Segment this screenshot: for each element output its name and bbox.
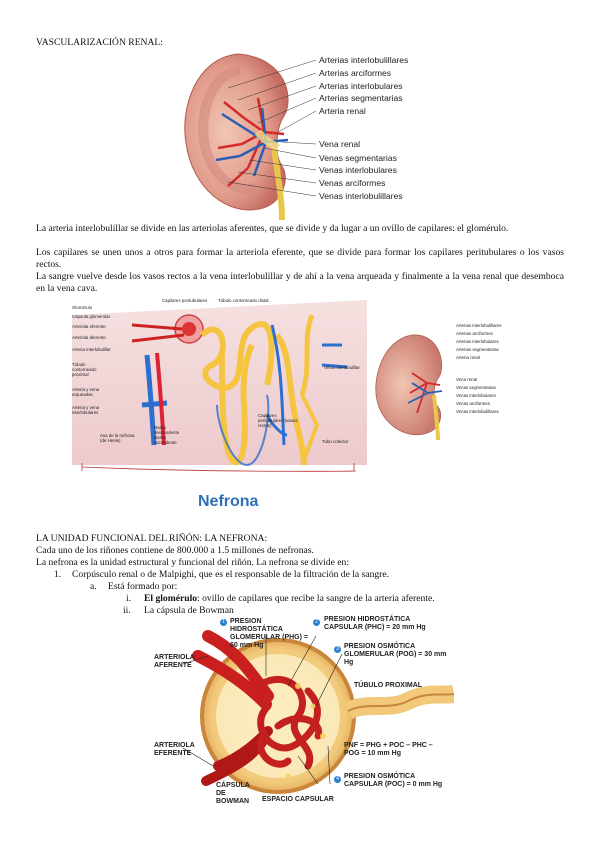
label-venas-arciformes: Venas arciformes bbox=[319, 178, 386, 188]
label2-venas-interlobulillares: Venas interlobulillares bbox=[456, 409, 499, 414]
label2-arterias-arciformes: Arterias arciformes bbox=[456, 331, 493, 336]
glomerulo-bold: El glomérulo bbox=[144, 593, 198, 604]
label2-arterias-interlobulillares: Arterias interlobulillares bbox=[456, 323, 502, 328]
marker-3-icon: 3 bbox=[334, 646, 341, 653]
marker-2-icon: 2 bbox=[313, 619, 320, 626]
label-vena-interlobulillar: Vena interlobulillar bbox=[324, 365, 360, 370]
list-item-formado-por: Está formado por: bbox=[108, 581, 178, 592]
list-item-glomerulo bbox=[144, 593, 435, 605]
list-roman-ii: ii. bbox=[123, 605, 131, 616]
label-phg: PRESION HIDROSTÁTICA GLOMERULAR (PHG) = 60 mm Hg bbox=[230, 618, 308, 649]
glomerulus-figure bbox=[148, 616, 454, 808]
label-vena-renal: Vena renal bbox=[319, 139, 361, 149]
label2-arterias-interlobulares: Arterias interlobulares bbox=[456, 339, 499, 344]
label2-arteria-renal: Arteria renal bbox=[456, 355, 480, 360]
label-arterias-interlobulares: Arterias interlobulares bbox=[319, 81, 403, 91]
label2-venas-interlobulares: Venas interlobulares bbox=[456, 393, 496, 398]
label2-vena-renal: Vena renal bbox=[456, 377, 477, 382]
nephron-figure bbox=[72, 295, 528, 515]
list-number-1: 1. bbox=[54, 569, 62, 580]
label-arterias-interlobulillares: Arterias interlobulillares bbox=[319, 55, 409, 65]
label-asa-henle: Asa de la nefrona (de Henle) bbox=[100, 433, 135, 443]
label-espacio-capsular: ESPACIO CAPSULAR bbox=[262, 796, 334, 803]
label-glomerulo: Glomérulo bbox=[72, 305, 93, 310]
paragraph-arteria-interlobulillar: La arteria interlobulillar se divide en las arteriolas aferentes, que se divide y da lugar a un ovillo de capilares: el glomérulo. bbox=[36, 223, 509, 234]
list-item-capsula-bowman: La cápsula de Bowman bbox=[144, 605, 234, 616]
line-cantidad-nefronas: Cada uno de los riñones contiene de 800.000 a 1.5 millones de nefronas. bbox=[36, 545, 314, 556]
label-venas-segmentarias: Venas segmentarias bbox=[319, 153, 397, 163]
label-capsula-bowman-fig3: CÁPSULA DE BOWMAN bbox=[216, 782, 250, 805]
heading-vascularizacion: VASCULARIZACIÓN RENAL: bbox=[36, 37, 163, 48]
label-pnf: PNF = PHG + POC – PHC – POG = 10 mm Hg bbox=[344, 742, 433, 757]
list-item-corpusculo: Corpúsculo renal o de Malpighi, que es el responsable de la filtración de la sangre. bbox=[72, 569, 390, 580]
label-poc: PRESION OSMÓTICA CAPSULAR (POC) = 0 mm Hg bbox=[344, 773, 443, 788]
label-arteria-vena-arqueadas: Arteria y vena arqueadas bbox=[72, 387, 100, 397]
label-pog: PRESION OSMÓTICA GLOMERULAR (POG) = 30 mm Hg bbox=[344, 643, 447, 666]
paragraph-capilares: Los capilares se unen unos a otros para formar la arteriola eferente, que se divide para formar los capilares peritubulares o los vasos rectos. bbox=[36, 247, 564, 270]
label2-venas-arciformes: Venas arciformes bbox=[456, 401, 490, 406]
paragraph-retorno-sangre: La sangre vuelve desde los vasos rectos a la vena interlobulillar y de ahí a la vena arqueada y finalmente a la vena renal que desemboca en la vena cava. bbox=[36, 271, 564, 294]
list-letter-a: a. bbox=[90, 581, 97, 592]
label-capilares-peritubulares-top: Capilares peritubulares bbox=[162, 298, 208, 303]
label-vasos-rectos: Capilares peritubulares (vasos rectos) bbox=[258, 413, 298, 428]
label-arteriola-aferente: Arteriola aferente bbox=[72, 335, 106, 340]
kidney-vascular-figure bbox=[178, 48, 423, 220]
label2-arterias-segmentarias: Arterias segmentarias bbox=[456, 347, 499, 352]
label-capsula-glomerular: Cápsula glomerular bbox=[72, 314, 111, 319]
label-arteriola-eferente: Arteriola eferente bbox=[72, 324, 106, 329]
glomerulo-rest: : ovillo de capilares que recibe la sangre de la arteria aferente. bbox=[197, 593, 435, 604]
label-arteriola-eferente-fig3: ARTERIOLA EFERENTE bbox=[154, 742, 195, 757]
label-tubulo-contorneado-distal: Túbulo contorneado distal bbox=[218, 298, 269, 303]
label-arterias-segmentarias: Arterias segmentarias bbox=[319, 93, 403, 103]
label-tubo-colector: Tubo colector bbox=[322, 439, 349, 444]
label-arteriola-aferente-fig3: ARTERIOLA AFERENTE bbox=[154, 654, 195, 669]
label-arteria-interlobulillar: Arteria interlobulillar bbox=[72, 347, 111, 352]
label-arteria-vena-interlobulares: Arteria y vena interlobulares bbox=[72, 405, 100, 415]
line-nefrona-definicion: La nefrona es la unidad estructural y funcional del riñón. La nefrona se divide en: bbox=[36, 557, 350, 568]
label-venas-interlobulares: Venas interlobulares bbox=[319, 165, 397, 175]
label-phc: PRESION HIDROSTÁTICA CAPSULAR (PHC) = 20 mm Hg bbox=[324, 616, 426, 631]
marker-4-icon: 4 bbox=[334, 776, 341, 783]
label-arteria-renal: Arteria renal bbox=[319, 106, 366, 116]
label-tubulo-proximal-fig3: TÚBULO PROXIMAL bbox=[354, 682, 423, 689]
label-ramas-asa: Rama descendente Rama ascendente bbox=[154, 425, 180, 445]
label-venas-interlobulillares: Venas interlobulillares bbox=[319, 191, 403, 201]
label2-venas-segmentarias: Venas segmentarias bbox=[456, 385, 496, 390]
marker-1-icon: 1 bbox=[220, 619, 227, 626]
label-tubulo-proximal: Túbulo contorneado proximal bbox=[72, 362, 97, 377]
nefrona-caption: Nefrona bbox=[198, 493, 259, 510]
list-roman-i: i. bbox=[126, 593, 132, 604]
label-arterias-arciformes: Arterias arciformes bbox=[319, 68, 392, 78]
heading-unidad-funcional: LA UNIDAD FUNCIONAL DEL RIÑÓN: LA NEFRONA: bbox=[36, 533, 268, 544]
